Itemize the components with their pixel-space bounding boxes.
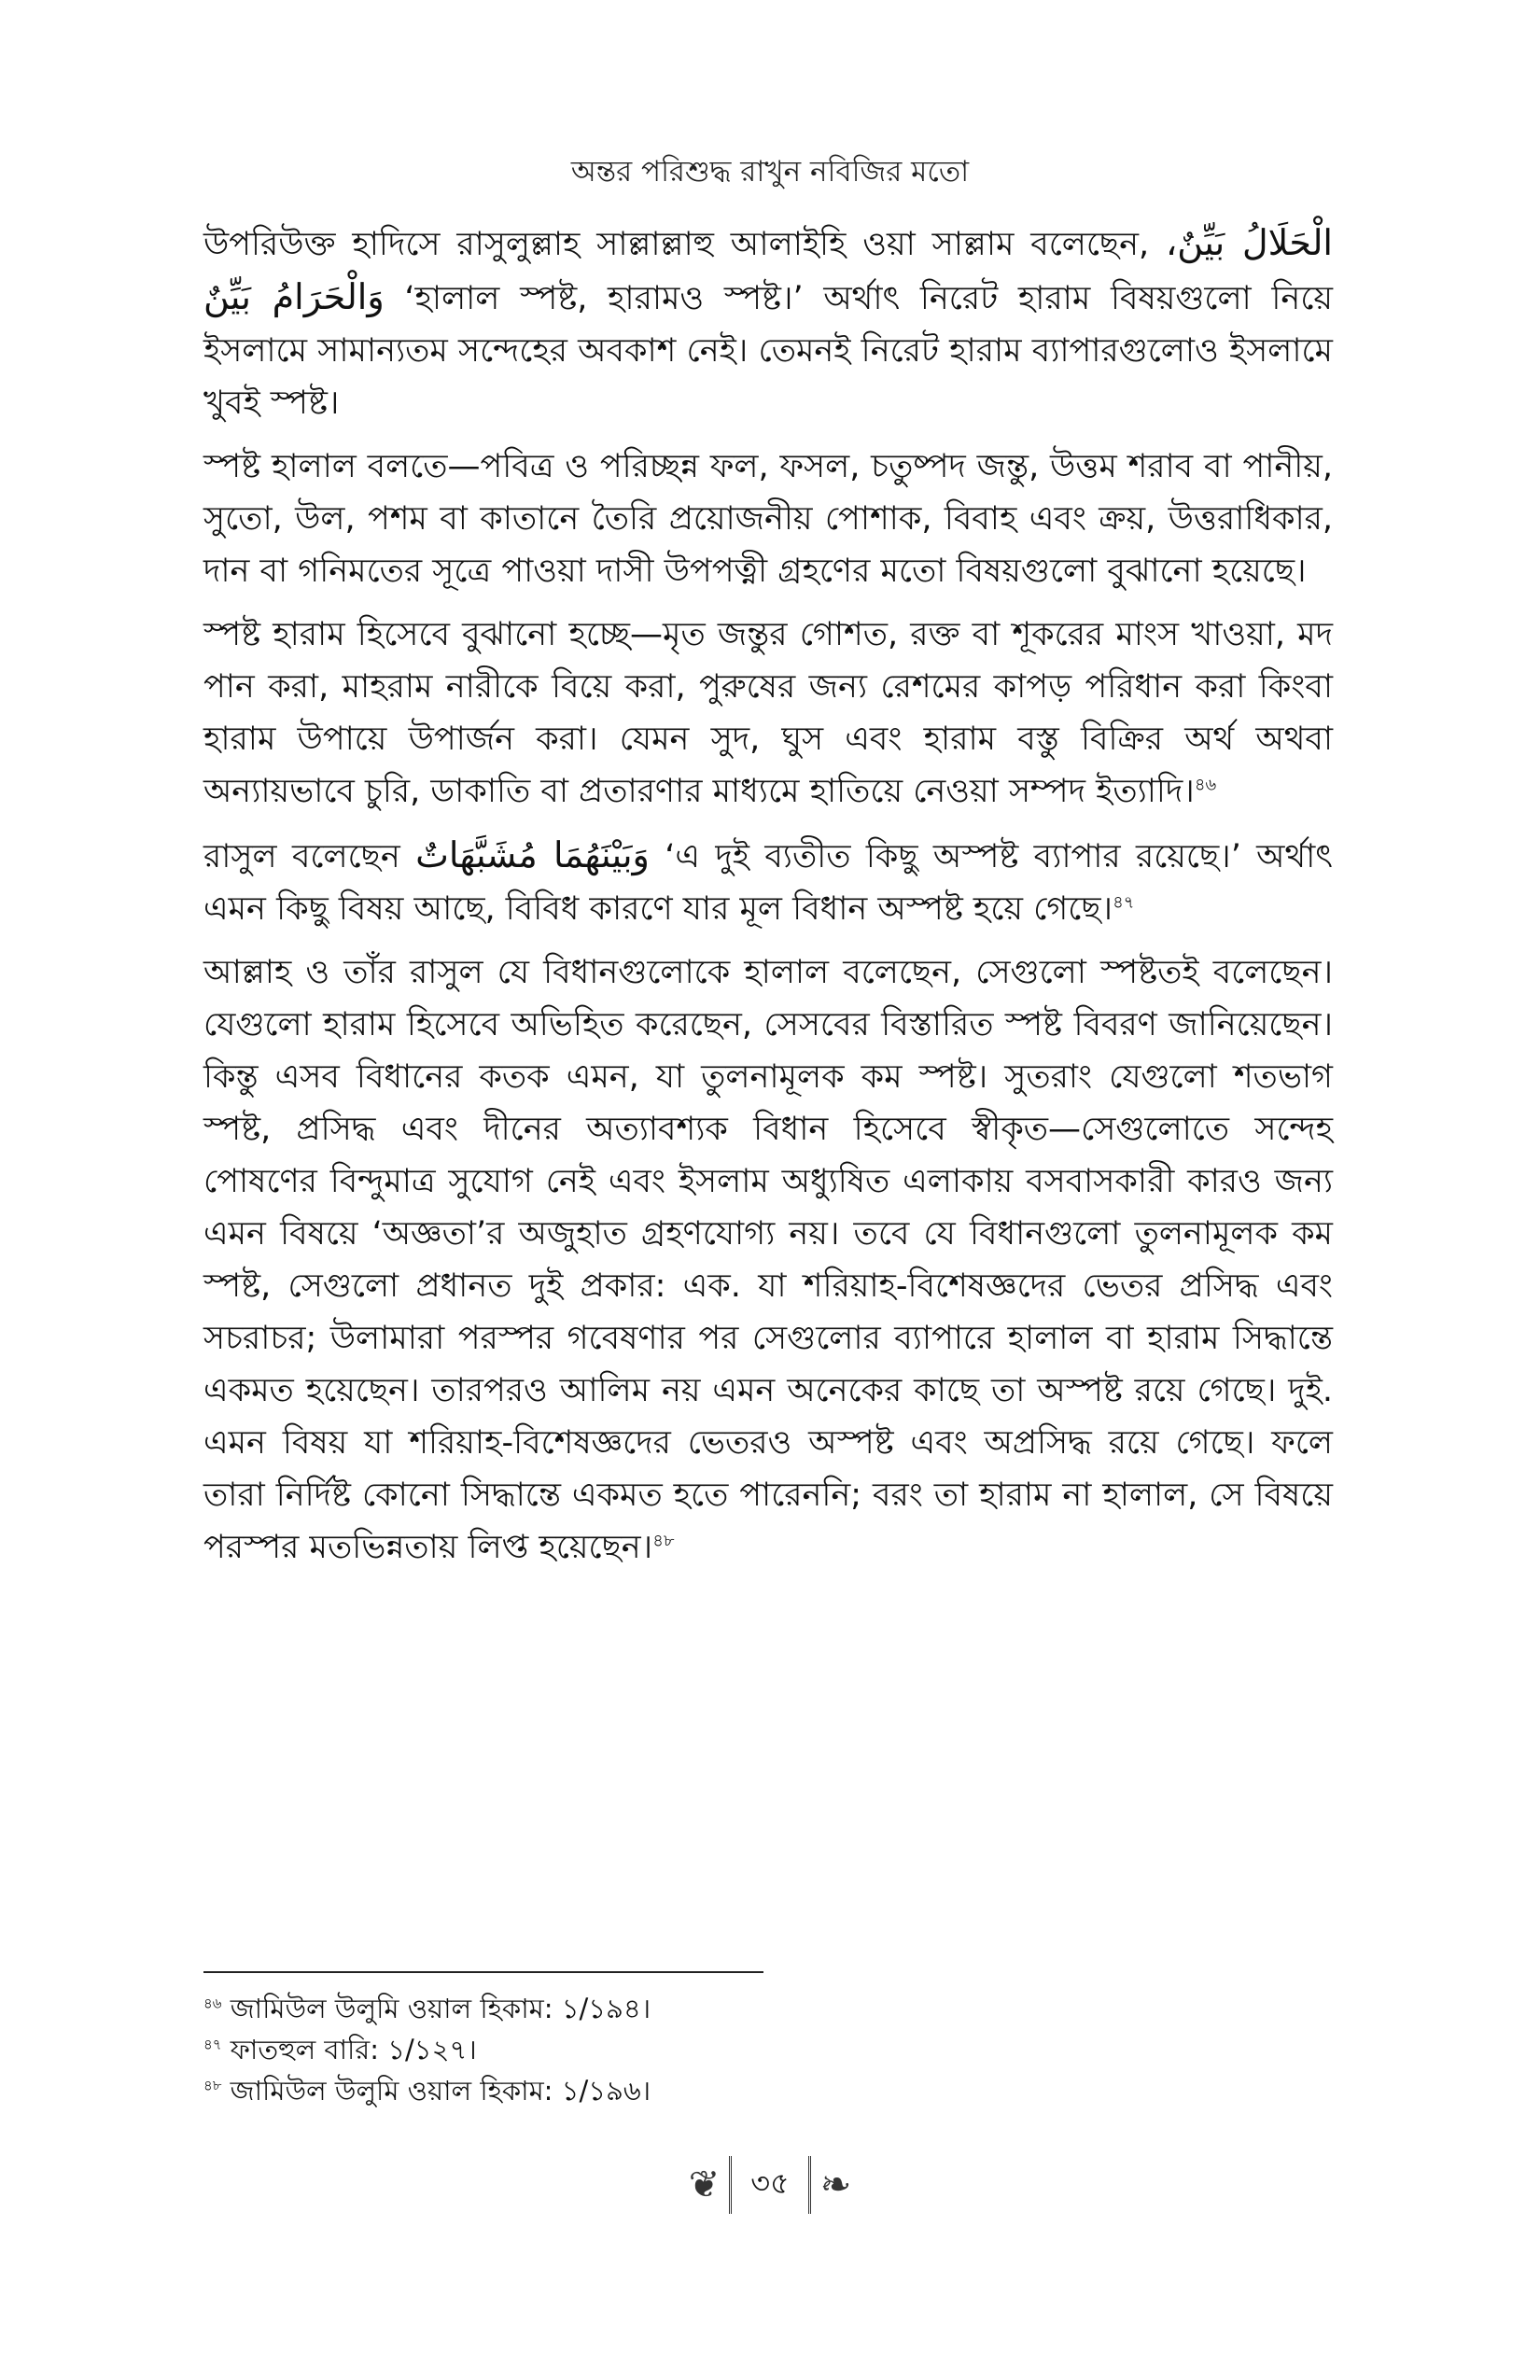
footnote-ref-48[interactable]: ৪৮ bbox=[652, 1531, 675, 1551]
arabic-quote-1: الْحَلَالُ بَيِّنٌ، وَالْحَرَامُ بَيِّنٌ bbox=[203, 222, 1333, 317]
paragraph-4-text-b: ‘এ দুই ব্যতীত কিছু অস্পষ্ট ব্যাপার রয়েছে।’ অর্থাৎ এমন কিছু বিষয় আছে, বিবিধ কারণে যার মূল বিধান অস্পষ্ট হয়ে গেছে। bbox=[203, 838, 1334, 928]
footnote-number: ৪৬ bbox=[203, 1995, 222, 2012]
paragraph-1-text-a: উপরিউক্ত হাদিসে রাসুলুল্লাহ সাল্লাল্লাহু আলাইহি ওয়া সাল্লাম বলেছেন, bbox=[203, 226, 1167, 263]
paragraph-1 bbox=[203, 217, 1333, 429]
paragraph-2: স্পষ্ট হালাল বলতে—পবিত্র ও পরিচ্ছন্ন ফল, ফসল, চতুষ্পদ জন্তু, উত্তম শরাব বা পানীয়, সুতো, উল, পশম বা কাতানে তৈরি প্রয়োজনীয় পোশাক, বিবাহ এবং ক্রয়, উত্তরাধিকার, দান বা গনিমতের সূত্রে পাওয়া দাসী উপপত্নী গ্রহণের মতো বিষয়গুলো বুঝানো হয়েছে। bbox=[203, 448, 1333, 590]
paragraph-3 bbox=[203, 609, 1333, 818]
body-text bbox=[203, 217, 1333, 1585]
footnote-ref-47[interactable]: ৪৭ bbox=[1113, 892, 1135, 913]
footnote-number: ৪৭ bbox=[203, 2036, 222, 2053]
paragraph-5-text: আল্লাহ ও তাঁর রাসুল যে বিধানগুলোকে হালাল বলেছেন, সেগুলো স্পষ্টতই বলেছেন। যেগুলো হারাম হিসেবে অভিহিত করেছেন, সেসবের বিস্তারিত স্পষ্ট বিবরণ জানিয়েছেন। কিন্তু এসব বিধানের কতক এমন, যা তুলনামূলক কম স্পষ্ট। সুতরাং যেগুলো শতভাগ স্পষ্ট, প্রসিদ্ধ এবং দীনের অত্যাবশ্যক বিধান হিসেবে স্বীকৃত—সেগুলোতে সন্দেহ পোষণের বিন্দুমাত্র সুযোগ নেই এবং ইসলাম অধ্যুষিত এলাকায় বসবাসকারী কারও জন্য এমন বিষয়ে ‘অজ্ঞতা’র অজুহাত গ্রহণযোগ্য নয়। তবে যে বিধানগুলো তুলনামূলক কম স্পষ্ট, সেগুলো প্রধানত দুই প্রকার: এক. যা শরিয়াহ-বিশেষজ্ঞদের ভেতর প্রসিদ্ধ এবং সচরাচর; উলামারা পরস্পর গবেষণার পর সেগুলোর ব্যাপারে হালাল বা হারাম সিদ্ধান্তে একমত হয়েছেন। তারপরও আলিম নয় এমন অনেকের কাছে তা অস্পষ্ট রয়ে গেছে। দুই. এমন বিষয় যা শরিয়াহ-বিশেষজ্ঞদের ভেতরও অস্পষ্ট এবং অপ্রসিদ্ধ রয়ে গেছে। ফলে তারা নির্দিষ্ট কোনো সিদ্ধান্তে একমত হতে পারেননি; বরং তা হারাম না হালাল, সে বিষয়ে পরস্পর মতভিন্নতায় লিপ্ত হয়েছেন। bbox=[203, 954, 1333, 1566]
ornament-right-icon: ❧ bbox=[819, 2163, 852, 2206]
paragraph-5 bbox=[203, 946, 1333, 1574]
footnote-48 bbox=[203, 2070, 1333, 2111]
page-footer bbox=[0, 2156, 1540, 2214]
arabic-quote-2: وَبَيْنَهُمَا مُشَبَّهَاتٌ bbox=[415, 834, 650, 875]
footnote-text: ফাতহুল বারি: ১/১২৭। bbox=[221, 2034, 477, 2065]
page-number: ৩৫ bbox=[729, 2156, 811, 2214]
paragraph-3-text: স্পষ্ট হারাম হিসেবে বুঝানো হচ্ছে—মৃত জন্তুর গোশত, রক্ত বা শূকরের মাংস খাওয়া, মদ পান করা, মাহরাম নারীকে বিয়ে করা, পুরুষের জন্য রেশমের কাপড় পরিধান করা কিংবা হারাম উপায়ে উপার্জন করা। যেমন সুদ, ঘুস এবং হারাম বস্তু বিক্রির অর্থ অথবা অন্যায়ভাবে চুরি, ডাকাতি বা প্রতারণার মাধ্যমে হাতিয়ে নেওয়া সম্পদ ইত্যাদি। bbox=[203, 616, 1333, 810]
footnote-46 bbox=[203, 1988, 1333, 2029]
footnote-ref-46[interactable]: ৪৬ bbox=[1194, 775, 1217, 795]
footnote-text: জামিউল উলুমি ওয়াল হিকাম: ১/১৯৪। bbox=[221, 1993, 651, 2024]
footnote-divider bbox=[203, 1971, 763, 1973]
footnote-number: ৪৮ bbox=[203, 2077, 222, 2094]
paragraph-1-text-b: ‘হালাল স্পষ্ট, হারামও স্পষ্ট।’ অর্থাৎ নিরেট হারাম বিষয়গুলো নিয়ে ইসলামে সামান্যতম সন্দেহের অবকাশ নেই। তেমনই নিরেট হারাম ব্যাপারগুলোও ইসলামে খুবই স্পষ্ট। bbox=[203, 280, 1333, 422]
footnote-text: জামিউল উলুমি ওয়াল হিকাম: ১/১৯৬। bbox=[221, 2075, 651, 2107]
footnote-47 bbox=[203, 2029, 1333, 2070]
running-head: অন্তর পরিশুদ্ধ রাখুন নবিজির মতো bbox=[570, 155, 970, 189]
footnotes bbox=[203, 1988, 1333, 2111]
ornament-left-icon: ❦ bbox=[688, 2163, 721, 2206]
paragraph-4 bbox=[203, 829, 1333, 935]
paragraph-4-text-a: রাসুল বলেছেন bbox=[203, 838, 416, 875]
